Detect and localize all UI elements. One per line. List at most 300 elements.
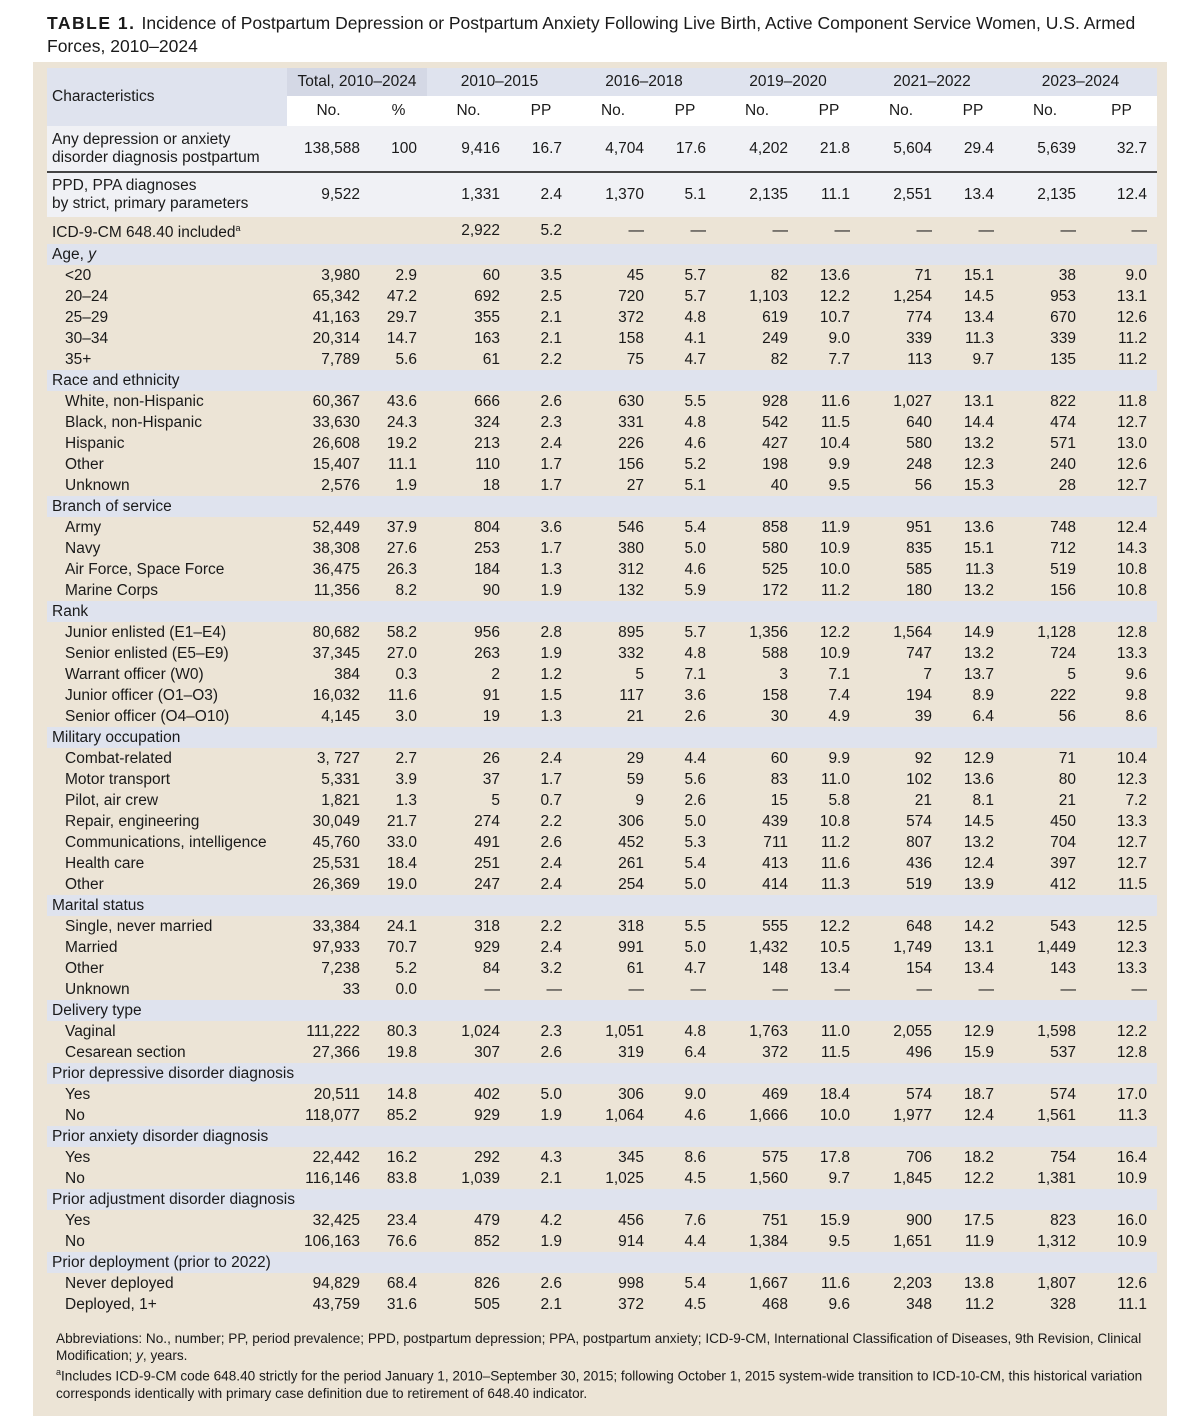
empty-cell	[510, 244, 572, 265]
empty-cell	[1004, 1126, 1086, 1147]
cell-value: 1,356	[749, 624, 788, 641]
cell-value: 640	[906, 414, 932, 431]
table-row	[47, 580, 1157, 601]
cell-value: 574	[906, 1086, 932, 1103]
cell-value: 10.8	[819, 813, 850, 830]
empty-cell	[798, 1126, 860, 1147]
cell-value: 71	[1058, 750, 1076, 767]
table-row	[47, 1105, 1157, 1126]
cell-value: 324	[474, 414, 500, 431]
empty-cell	[1004, 1000, 1086, 1021]
cell-value: 158	[762, 687, 788, 704]
empty-cell	[370, 1126, 427, 1147]
cell-value: 5.5	[684, 393, 706, 410]
cell-value: 450	[1050, 813, 1076, 830]
section-title: Age, y	[47, 244, 287, 265]
row-label: Marine Corps	[65, 582, 159, 599]
cell-value: 117	[619, 687, 644, 704]
header-sub: No.	[287, 96, 370, 126]
cell-value: 60,367	[312, 393, 360, 410]
cell-value: 9.0	[684, 1086, 706, 1103]
cell-value: 1,807	[1037, 1275, 1076, 1292]
empty-cell	[654, 244, 716, 265]
cell-value: 113	[907, 351, 932, 368]
cell-value: 27	[626, 477, 644, 494]
row-label: Junior enlisted (E1–E4)	[65, 624, 227, 641]
cell-value: —	[690, 981, 706, 998]
cell-value: 835	[906, 540, 932, 557]
row-label: No	[65, 1107, 85, 1124]
cell-value: 13.4	[963, 309, 994, 326]
cell-value: 16.4	[1116, 1149, 1147, 1166]
cell-value: 11.0	[820, 771, 850, 788]
row-label: Unknown	[65, 477, 130, 494]
cell-value: —	[628, 222, 644, 239]
cell-value: 8.6	[1125, 708, 1147, 725]
cell-value: 537	[1050, 1044, 1076, 1061]
cell-value: 951	[906, 519, 932, 536]
empty-cell	[1004, 370, 1086, 391]
empty-cell	[1004, 244, 1086, 265]
empty-cell	[654, 1000, 716, 1021]
empty-cell	[716, 601, 798, 622]
cell-value: 307	[474, 1044, 500, 1061]
table-row	[47, 286, 1157, 307]
cell-value: —	[834, 981, 850, 998]
empty-cell	[716, 895, 798, 916]
cell-value: 52,449	[312, 519, 360, 536]
cell-value: 414	[762, 876, 788, 893]
cell-value: 11.1	[387, 456, 417, 473]
cell-value: 1,977	[893, 1107, 932, 1124]
cell-value: 13.3	[1116, 960, 1147, 977]
cell-value: 253	[474, 540, 500, 557]
cell-value: 184	[474, 561, 500, 578]
empty-cell	[572, 1252, 654, 1273]
empty-cell	[572, 1126, 654, 1147]
row-label: White, non-Hispanic	[65, 393, 204, 410]
cell-value: 14.9	[963, 624, 994, 641]
cell-value: 5.1	[654, 172, 716, 217]
table-row	[47, 1084, 1157, 1105]
cell-value: 148	[762, 960, 788, 977]
cell-value: 226	[618, 435, 644, 452]
cell-value: 12.2	[819, 624, 850, 641]
cell-value: 1,560	[749, 1170, 788, 1187]
table-title-text: Incidence of Postpartum Depression or Postpartum Anxiety Following Live Birth, Active Component Service Women, U.S. Armed Forces, 2010–2024	[47, 13, 1136, 56]
cell-value: 4.2	[540, 1212, 562, 1229]
cell-value: 452	[618, 834, 644, 851]
empty-cell	[572, 601, 654, 622]
cell-value: 4.1	[684, 330, 706, 347]
cell-value: 5.4	[684, 1275, 706, 1292]
cell-value: 70.7	[386, 939, 417, 956]
empty-cell	[510, 1189, 572, 1210]
table-row	[47, 1168, 1157, 1189]
cell-value: 2.2	[540, 918, 562, 935]
empty-cell	[942, 727, 1004, 748]
empty-cell	[287, 1189, 370, 1210]
cell-value: 2.6	[540, 1044, 562, 1061]
cell-value: 496	[906, 1044, 932, 1061]
cell-value: 11.5	[820, 1044, 850, 1061]
cell-value: 1.7	[540, 477, 562, 494]
cell-value: 3.5	[540, 267, 562, 284]
cell-value: —	[628, 981, 644, 998]
cell-value: —	[916, 981, 932, 998]
cell-value: 13.7	[963, 666, 994, 683]
cell-value: 37	[482, 771, 500, 788]
empty-cell	[427, 1189, 510, 1210]
cell-value: 24.3	[386, 414, 417, 431]
cell-value: 11.2	[820, 834, 850, 851]
header-group: 2010–2015	[427, 68, 572, 96]
row-label: Yes	[65, 1212, 91, 1229]
cell-value: 213	[474, 435, 500, 452]
empty-cell	[287, 496, 370, 517]
section-header	[47, 895, 1157, 916]
cell-value: 12.2	[963, 1170, 994, 1187]
cell-value: 2.3	[540, 1023, 562, 1040]
cell-value: 13.9	[963, 876, 994, 893]
cell-value: 16.0	[1116, 1212, 1147, 1229]
cell-value: 15,407	[312, 456, 360, 473]
cell-value: 5	[635, 666, 644, 683]
empty-cell	[716, 1063, 798, 1084]
cell-value: 198	[762, 456, 788, 473]
cell-value: 914	[618, 1233, 644, 1250]
cell-value: 1,064	[605, 1107, 644, 1124]
cell-value: 1.3	[540, 708, 562, 725]
cell-value: 13.4	[963, 960, 994, 977]
section-title: Prior depressive disorder diagnosis	[47, 1063, 287, 1084]
cell-value: 505	[474, 1296, 500, 1313]
cell-value: 5,331	[321, 771, 360, 788]
section-title: Delivery type	[47, 1000, 287, 1021]
table-row	[47, 1042, 1157, 1063]
empty-cell	[287, 370, 370, 391]
empty-cell	[370, 895, 427, 916]
empty-cell	[798, 244, 860, 265]
empty-cell	[1086, 1000, 1157, 1021]
cell-value: 21.7	[386, 813, 417, 830]
cell-value: 29.7	[386, 309, 417, 326]
cell-value: 588	[762, 645, 788, 662]
empty-cell	[654, 1126, 716, 1147]
cell-value: 9	[635, 792, 644, 809]
cell-value: 11.8	[1117, 393, 1147, 410]
cell-value: 2.1	[540, 330, 562, 347]
empty-cell	[860, 895, 942, 916]
cell-value: 194	[906, 687, 932, 704]
cell-value: 9.6	[828, 1296, 850, 1313]
header-row-groups	[47, 68, 1157, 96]
cell-value: 9.9	[828, 456, 850, 473]
empty-cell	[427, 496, 510, 517]
empty-cell	[1004, 601, 1086, 622]
cell-value: 12.2	[1116, 1023, 1147, 1040]
cell-value: —	[690, 222, 706, 239]
cell-value: 1,666	[749, 1107, 788, 1124]
empty-cell	[1086, 1126, 1157, 1147]
empty-cell	[716, 244, 798, 265]
cell-value: 4.5	[684, 1170, 706, 1187]
empty-cell	[942, 496, 1004, 517]
cell-value: 991	[618, 939, 644, 956]
empty-cell	[1086, 727, 1157, 748]
cell-value: 4.6	[684, 561, 706, 578]
cell-value: 56	[1058, 708, 1076, 725]
cell-value: 9.5	[828, 1233, 850, 1250]
empty-cell	[654, 601, 716, 622]
cell-value: 3.6	[684, 687, 706, 704]
empty-cell	[716, 727, 798, 748]
cell-value: 11.6	[820, 393, 850, 410]
cell-value: 15.9	[963, 1044, 994, 1061]
empty-cell	[798, 601, 860, 622]
cell-value: 12.6	[1116, 1275, 1147, 1292]
cell-value: 666	[474, 393, 500, 410]
cell-value: 90	[482, 582, 500, 599]
cell-value: 13.6	[963, 771, 994, 788]
cell-value: 2,135	[1004, 172, 1086, 217]
cell-value: 807	[906, 834, 932, 851]
empty-cell	[287, 601, 370, 622]
cell-value: 1.3	[540, 561, 562, 578]
row-label	[47, 172, 287, 217]
cell-value: 2.6	[540, 1275, 562, 1292]
cell-value: 11.0	[820, 1023, 850, 1040]
cell-value: 4.9	[828, 708, 850, 725]
cell-value: 2.6	[684, 708, 706, 725]
cell-value: 3	[779, 666, 788, 683]
empty-cell	[510, 601, 572, 622]
cell-value: 4.6	[684, 435, 706, 452]
cell-value: 1,128	[1037, 624, 1076, 641]
section-header	[47, 1252, 1157, 1273]
empty-cell	[427, 727, 510, 748]
cell-value: 312	[618, 561, 644, 578]
empty-cell	[510, 1000, 572, 1021]
empty-cell	[798, 1252, 860, 1273]
cell-value: 17.0	[1116, 1086, 1147, 1103]
table-row	[47, 748, 1157, 769]
cell-value: 13.4	[942, 172, 1004, 217]
cell-value: 348	[906, 1296, 932, 1313]
cell-value: 97,933	[312, 939, 360, 956]
abbreviations-note: Abbreviations: No., number; PP, period prevalence; PPD, postpartum depression; PPA, postpartum anxiety; ICD-9-CM, International Classification of Diseases, 9th Revision, Clinical Modification; y, years.	[56, 1331, 1142, 1363]
cell-value: —	[978, 981, 994, 998]
empty-cell	[860, 244, 942, 265]
empty-cell	[798, 895, 860, 916]
cell-value: 3.6	[540, 519, 562, 536]
cell-value: 2.4	[510, 172, 572, 217]
cell-value: 251	[474, 855, 500, 872]
cell-value: 5.2	[395, 960, 417, 977]
empty-cell	[1004, 1063, 1086, 1084]
header-sub: PP	[1086, 96, 1157, 126]
row-label: Unknown	[65, 981, 130, 998]
cell-value: 2.6	[684, 792, 706, 809]
cell-value: 822	[1050, 393, 1076, 410]
row-label: Vaginal	[65, 1023, 116, 1040]
cell-value: 648	[906, 918, 932, 935]
cell-value: 1.9	[540, 582, 562, 599]
section-title: Race and ethnicity	[47, 370, 287, 391]
section-title: Prior deployment (prior to 2022)	[47, 1252, 287, 1273]
empty-cell	[510, 1063, 572, 1084]
empty-cell	[1086, 1252, 1157, 1273]
cell-value: 33,384	[312, 918, 360, 935]
empty-cell	[427, 244, 510, 265]
cell-value: 17.5	[963, 1212, 994, 1229]
cell-value: 11.1	[798, 172, 860, 217]
cell-value: 331	[618, 414, 644, 431]
empty-cell	[572, 496, 654, 517]
cell-value: 13.0	[1116, 435, 1147, 452]
cell-value: 1.7	[540, 771, 562, 788]
cell-value: 574	[906, 813, 932, 830]
cell-value: 5,604	[860, 126, 942, 172]
cell-value: 14.4	[963, 414, 994, 431]
cell-value: 20,511	[313, 1086, 360, 1103]
cell-value: 1,370	[572, 172, 654, 217]
cell-value: 12.4	[1116, 519, 1147, 536]
cell-value: 704	[1050, 834, 1076, 851]
cell-value: 630	[618, 393, 644, 410]
empty-cell	[942, 1189, 1004, 1210]
cell-value: 5	[1067, 666, 1076, 683]
row-label: No	[65, 1233, 85, 1250]
table-row	[47, 328, 1157, 349]
empty-cell	[370, 601, 427, 622]
empty-cell	[287, 1063, 370, 1084]
table-row	[47, 475, 1157, 496]
cell-value: 2.2	[540, 351, 562, 368]
cell-value: 2	[491, 666, 500, 683]
cell-value	[370, 172, 427, 217]
cell-value: 58.2	[386, 624, 417, 641]
table-row	[47, 958, 1157, 979]
cell-value: 12.3	[1116, 939, 1147, 956]
row-label: Deployed, 1+	[65, 1296, 157, 1313]
cell-value: —	[772, 222, 788, 239]
cell-value: 670	[1050, 309, 1076, 326]
cell-value: 26	[482, 750, 500, 767]
cell-value: 10.4	[819, 435, 850, 452]
cell-value: 13.4	[819, 960, 850, 977]
footnote-a: $^a$Includes ICD-9-CM code 648.40 strictly for the period January 1, 2010–September 30, 2015; following October 1, 2015 system-wide transition to ICD-10-CM, this historical variation corresponds identically with primary case definition due to retirement of 648.40 indicator.	[56, 1367, 1143, 1401]
cell-value: 24.1	[386, 918, 417, 935]
cell-value: 29.4	[942, 126, 1004, 172]
cell-value: 12.6	[1116, 309, 1147, 326]
summary-row	[47, 172, 1157, 217]
cell-value: 11.1	[1117, 1296, 1147, 1313]
header-sub: %	[370, 96, 427, 126]
cell-value: 720	[618, 288, 644, 305]
cell-value: 261	[618, 855, 644, 872]
cell-value: 22,442	[312, 1149, 360, 1166]
empty-cell	[370, 1252, 427, 1273]
row-label: Yes	[65, 1149, 91, 1166]
empty-cell	[1004, 1252, 1086, 1273]
cell-value: 6.4	[972, 708, 994, 725]
cell-value: 65,342	[312, 288, 360, 305]
cell-value: 823	[1050, 1212, 1076, 1229]
cell-value: 439	[762, 813, 788, 830]
cell-value: 10.8	[1116, 561, 1147, 578]
cell-value: 4.3	[540, 1149, 562, 1166]
cell-value: 0.3	[395, 666, 417, 683]
cell-value: 12.5	[1116, 918, 1147, 935]
section-header	[47, 727, 1157, 748]
row-label: Combat-related	[65, 750, 172, 767]
section-title: Rank	[47, 601, 287, 622]
cell-value: 10.7	[819, 309, 850, 326]
cell-value: 15	[770, 792, 788, 809]
cell-value: 11.3	[964, 330, 994, 347]
empty-cell	[798, 370, 860, 391]
cell-value: —	[1060, 981, 1076, 998]
cell-value: 519	[906, 876, 932, 893]
table-row	[47, 454, 1157, 475]
table-row	[47, 349, 1157, 370]
cell-value: 4.7	[684, 960, 706, 977]
empty-cell	[798, 727, 860, 748]
section-title: Military occupation	[47, 727, 287, 748]
empty-cell	[1086, 601, 1157, 622]
cell-value: 2.8	[540, 624, 562, 641]
cell-value: 156	[618, 456, 644, 473]
empty-cell	[716, 1000, 798, 1021]
empty-cell	[942, 1063, 1004, 1084]
cell-value: 5.7	[684, 267, 706, 284]
cell-value: 4.5	[684, 1296, 706, 1313]
empty-cell	[942, 370, 1004, 391]
row-label: Warrant officer (W0)	[65, 666, 204, 683]
cell-value: 0.0	[395, 981, 417, 998]
table-row	[47, 538, 1157, 559]
cell-value: 11,356	[313, 582, 360, 599]
cell-value: 156	[1050, 582, 1076, 599]
empty-cell	[572, 244, 654, 265]
cell-value: 61	[482, 351, 500, 368]
cell-value: 26.3	[386, 561, 417, 578]
cell-value: 248	[906, 456, 932, 473]
cell-value: 13.6	[963, 519, 994, 536]
empty-cell	[427, 601, 510, 622]
cell-value: 2,576	[321, 477, 360, 494]
empty-cell	[1086, 496, 1157, 517]
empty-cell	[572, 895, 654, 916]
row-label: 30–34	[65, 330, 109, 347]
row-label: Communications, intelligence	[65, 834, 267, 851]
cell-value: 80,682	[312, 624, 360, 641]
row-label-line: Any depression or anxiety	[52, 130, 231, 148]
cell-value: 158	[618, 330, 644, 347]
cell-value: 116,146	[305, 1170, 360, 1187]
cell-value: 19	[482, 708, 500, 725]
cell-value: 3,980	[321, 267, 360, 284]
cell-value: 9.0	[1125, 267, 1147, 284]
cell-value: 1,432	[749, 939, 788, 956]
empty-cell	[1086, 895, 1157, 916]
cell-value: 427	[762, 435, 788, 452]
cell-value: 2.4	[540, 435, 562, 452]
cell-value: 11.6	[387, 687, 417, 704]
section-header	[47, 1126, 1157, 1147]
cell-value: 38,308	[312, 540, 360, 557]
